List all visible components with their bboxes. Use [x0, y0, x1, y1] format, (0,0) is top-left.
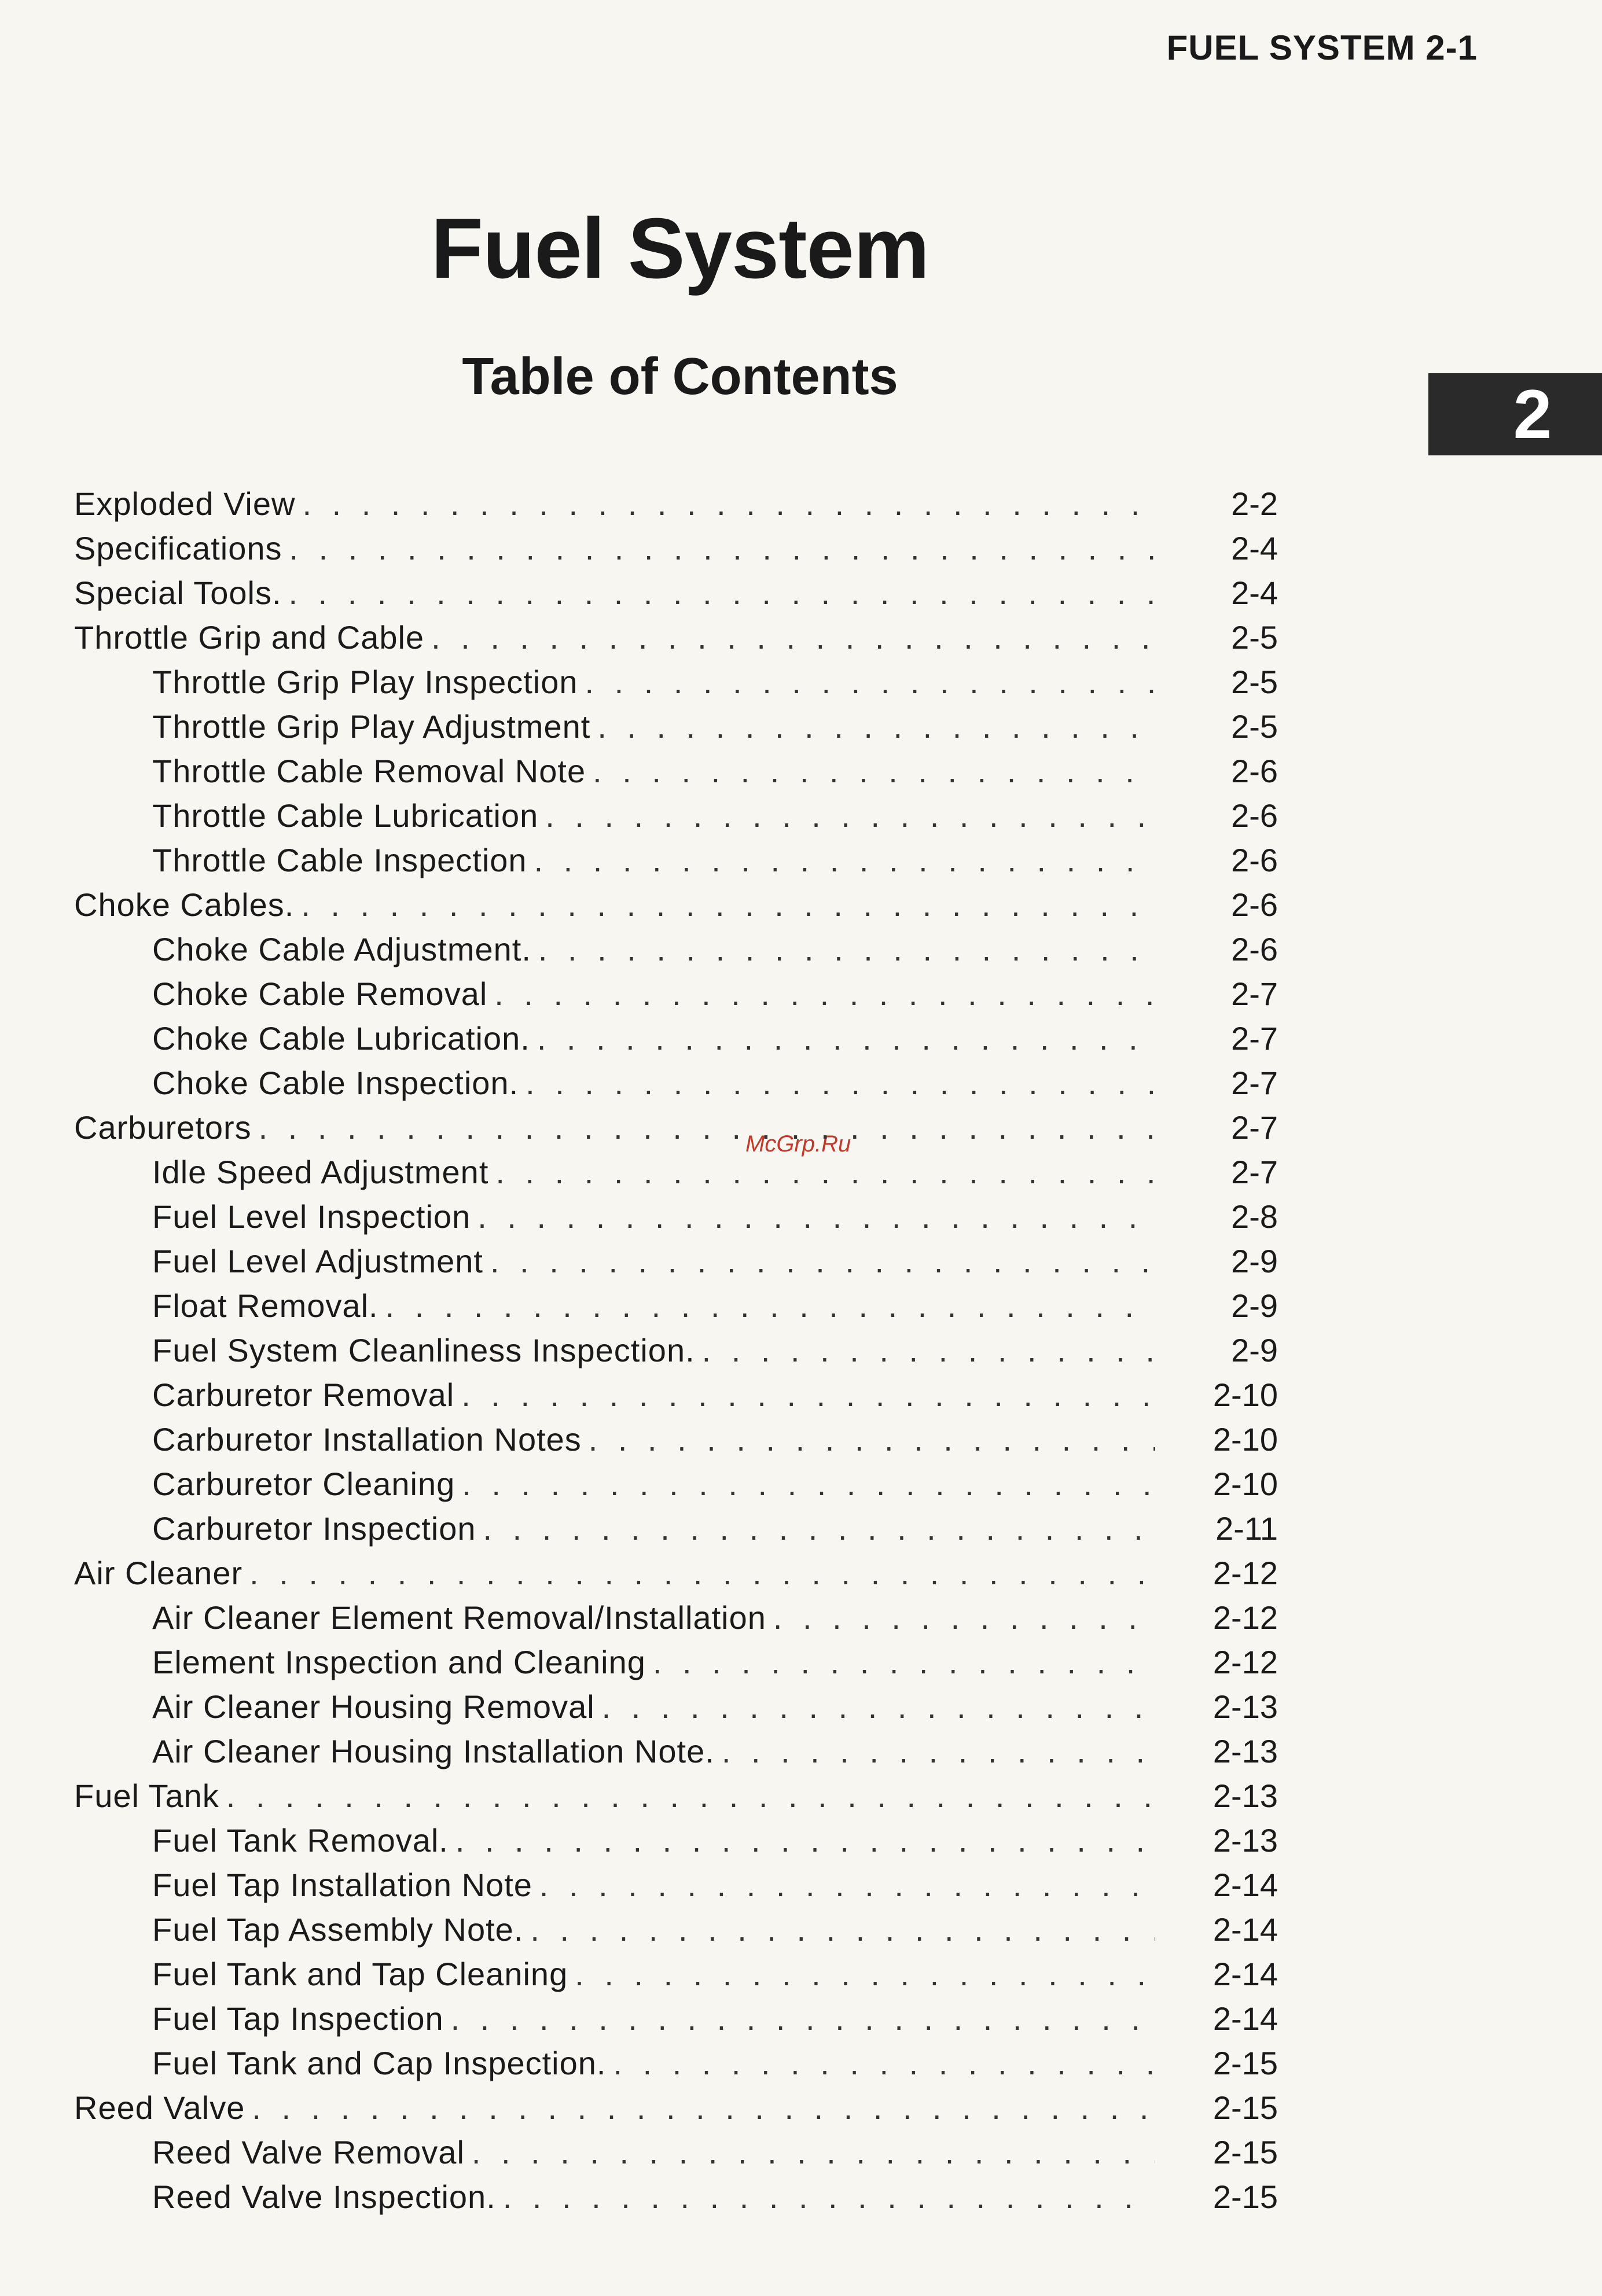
toc-entry-label: Throttle Grip Play Inspection: [152, 664, 578, 700]
dot-leader: [226, 1777, 1155, 1815]
toc-entry-label: Float Removal.: [152, 1287, 379, 1324]
toc-entry-page: 2-6: [1231, 842, 1278, 878]
toc-entry-page: 2-13: [1212, 1822, 1278, 1859]
dot-leader: [462, 1465, 1155, 1503]
toc-entry-page: 2-7: [1231, 1154, 1278, 1190]
toc-entry-page: 2-7: [1231, 1020, 1278, 1057]
dot-leader: [534, 841, 1155, 879]
dot-leader: [483, 1510, 1155, 1547]
toc-entry-page: 2-14: [1212, 2000, 1278, 2037]
toc-subentry[interactable]: [74, 1242, 1278, 1287]
dot-leader: [602, 1688, 1155, 1725]
toc-entry-label: Throttle Cable Lubrication: [152, 797, 539, 834]
toc-entry-page: 2-14: [1212, 1911, 1278, 1948]
toc-subentry[interactable]: [74, 1198, 1278, 1242]
dot-leader: [589, 1421, 1155, 1458]
watermark: McGrp.Ru: [745, 1131, 851, 1157]
dot-leader: [302, 485, 1155, 523]
toc-entry-label: Choke Cable Lubrication.: [152, 1020, 530, 1057]
toc-entry-label: Carburetors: [74, 1109, 252, 1146]
toc-subentry[interactable]: [74, 1510, 1278, 1554]
toc-entry-label: Choke Cables.: [74, 886, 295, 923]
dot-leader: [455, 1822, 1155, 1859]
toc-entry-page: 2-12: [1212, 1555, 1278, 1591]
toc-entry-label: Fuel Tank: [74, 1778, 219, 1814]
dot-leader: [593, 752, 1155, 790]
toc-entry-label: Air Cleaner Element Removal/Installation: [152, 1599, 766, 1636]
toc-entry-label: Fuel Tank and Tap Cleaning: [152, 1956, 568, 1992]
toc-entry-page: 2-4: [1231, 575, 1278, 611]
toc-subentry[interactable]: [74, 1376, 1278, 1421]
toc-subentry[interactable]: [74, 1421, 1278, 1465]
toc-entry-label: Reed Valve: [74, 2089, 245, 2126]
toc-entry-label: Throttle Grip Play Adjustment: [152, 708, 591, 745]
dot-leader: [431, 619, 1155, 656]
dot-leader: [289, 529, 1155, 567]
toc-entry-label: Air Cleaner: [74, 1555, 243, 1591]
toc-entry-label: Fuel System Cleanliness Inspection.: [152, 1332, 695, 1368]
toc-subentry[interactable]: [74, 1822, 1278, 1866]
page-subtitle: Table of Contents: [462, 348, 898, 406]
toc-entry-page: 2-6: [1231, 753, 1278, 789]
dot-leader: [526, 1064, 1155, 1102]
toc-subentry[interactable]: [74, 1688, 1278, 1732]
dot-leader: [252, 2089, 1155, 2126]
toc-entry-label: Fuel Tap Installation Note: [152, 1867, 532, 1903]
toc-entry-page: 2-15: [1212, 2045, 1278, 2081]
dot-leader: [530, 1911, 1155, 1948]
toc-subentry[interactable]: [74, 797, 1278, 841]
toc-entry-page: 2-14: [1212, 1867, 1278, 1903]
toc-subentry[interactable]: [74, 1287, 1278, 1331]
toc-entry-label: Air Cleaner Housing Installation Note.: [152, 1733, 715, 1769]
dot-leader: [537, 1020, 1155, 1057]
toc-entry-label: Fuel Level Adjustment: [152, 1243, 483, 1279]
toc-subentry[interactable]: [74, 930, 1278, 975]
toc-entry-page: 2-7: [1231, 1065, 1278, 1101]
toc-entry[interactable]: [74, 574, 1278, 619]
toc-subentry[interactable]: [74, 1643, 1278, 1688]
toc-entry-page: 2-6: [1231, 886, 1278, 923]
toc-entry-label: Reed Valve Inspection.: [152, 2179, 496, 2215]
table-of-contents: [74, 485, 1278, 2223]
dot-leader: [259, 1109, 1155, 1146]
toc-entry-label: Exploded View: [74, 485, 296, 522]
toc-entry-label: Choke Cable Adjustment.: [152, 931, 531, 967]
dot-leader: [585, 663, 1155, 701]
toc-entry-page: 2-10: [1212, 1377, 1278, 1413]
toc-entry-label: Fuel Tap Inspection: [152, 2000, 444, 2037]
toc-entry-label: Element Inspection and Cleaning: [152, 1644, 646, 1680]
toc-entry-page: 2-5: [1231, 708, 1278, 745]
toc-entry-page: 2-7: [1231, 1109, 1278, 1146]
toc-subentry[interactable]: [74, 1020, 1278, 1064]
toc-entry[interactable]: [74, 619, 1278, 663]
toc-entry-page: 2-4: [1231, 530, 1278, 566]
toc-subentry[interactable]: [74, 1955, 1278, 2000]
toc-subentry[interactable]: [74, 1911, 1278, 1955]
toc-entry[interactable]: [74, 2089, 1278, 2133]
toc-entry-label: Reed Valve Removal: [152, 2134, 465, 2170]
dot-leader: [702, 1331, 1155, 1369]
toc-subentry[interactable]: [74, 1866, 1278, 1911]
toc-subentry[interactable]: [74, 1732, 1278, 1777]
toc-entry-label: Throttle Cable Inspection: [152, 842, 527, 878]
dot-leader: [597, 708, 1155, 745]
dot-leader: [773, 1599, 1155, 1636]
toc-entry-page: 2-13: [1212, 1778, 1278, 1814]
dot-leader: [385, 1287, 1155, 1324]
toc-entry-label: Throttle Cable Removal Note: [152, 753, 586, 789]
toc-entry-page: 2-2: [1231, 485, 1278, 522]
toc-entry[interactable]: [74, 1109, 1278, 1153]
toc-entry-page: 2-9: [1231, 1287, 1278, 1324]
toc-entry-label: Throttle Grip and Cable: [74, 619, 425, 656]
toc-entry-label: Carburetor Installation Notes: [152, 1421, 582, 1458]
dot-leader: [461, 1376, 1155, 1414]
toc-entry-label: Special Tools.: [74, 575, 282, 611]
toc-subentry[interactable]: [74, 2133, 1278, 2178]
toc-entry-label: Fuel Tank Removal.: [152, 1822, 449, 1859]
dot-leader: [545, 797, 1155, 834]
dot-leader: [503, 2178, 1155, 2216]
toc-subentry[interactable]: [74, 1331, 1278, 1376]
toc-subentry[interactable]: [74, 1153, 1278, 1198]
toc-subentry[interactable]: [74, 841, 1278, 886]
toc-entry-label: Fuel Tap Assembly Note.: [152, 1911, 524, 1948]
dot-leader: [539, 1866, 1155, 1904]
toc-subentry[interactable]: [74, 708, 1278, 752]
toc-entry[interactable]: [74, 1554, 1278, 1599]
toc-entry-page: 2-11: [1215, 1510, 1278, 1547]
running-header: FUEL SYSTEM 2-1: [1166, 28, 1478, 67]
toc-subentry[interactable]: [74, 1465, 1278, 1510]
toc-entry-page: 2-6: [1231, 931, 1278, 967]
toc-entry-page: 2-15: [1212, 2179, 1278, 2215]
toc-subentry[interactable]: [74, 752, 1278, 797]
toc-entry-page: 2-10: [1212, 1421, 1278, 1458]
dot-leader: [289, 574, 1155, 612]
toc-entry-page: 2-6: [1231, 797, 1278, 834]
toc-entry-page: 2-13: [1212, 1733, 1278, 1769]
toc-entry-page: 2-14: [1212, 1956, 1278, 1992]
toc-entry-page: 2-5: [1231, 664, 1278, 700]
toc-entry-page: 2-12: [1212, 1599, 1278, 1636]
dot-leader: [490, 1242, 1155, 1280]
toc-entry-page: 2-10: [1212, 1466, 1278, 1502]
toc-entry-label: Specifications: [74, 530, 282, 566]
toc-entry-page: 2-5: [1231, 619, 1278, 656]
toc-entry-label: Fuel Tank and Cap Inspection.: [152, 2045, 607, 2081]
page-title: Fuel System: [431, 201, 929, 296]
toc-subentry[interactable]: [74, 1599, 1278, 1643]
toc-entry[interactable]: [74, 1777, 1278, 1822]
dot-leader: [575, 1955, 1155, 1993]
toc-subentry[interactable]: [74, 1064, 1278, 1109]
dot-leader: [494, 975, 1155, 1013]
dot-leader: [653, 1643, 1155, 1681]
toc-entry-label: Choke Cable Removal: [152, 976, 488, 1012]
toc-entry[interactable]: [74, 886, 1278, 930]
toc-entry-label: Carburetor Cleaning: [152, 1466, 455, 1502]
toc-subentry[interactable]: [74, 2044, 1278, 2089]
dot-leader: [451, 2000, 1155, 2037]
toc-entry-page: 2-13: [1212, 1688, 1278, 1725]
chapter-tab: 2: [1428, 373, 1602, 455]
toc-subentry[interactable]: [74, 663, 1278, 708]
toc-entry-page: 2-15: [1212, 2134, 1278, 2170]
toc-entry-page: 2-9: [1231, 1243, 1278, 1279]
toc-entry-page: 2-9: [1231, 1332, 1278, 1368]
toc-entry-page: 2-12: [1212, 1644, 1278, 1680]
toc-entry[interactable]: [74, 485, 1278, 529]
dot-leader: [495, 1153, 1155, 1191]
toc-entry-label: Idle Speed Adjustment: [152, 1154, 489, 1190]
toc-subentry[interactable]: [74, 975, 1278, 1020]
toc-entry-label: Carburetor Removal: [152, 1377, 455, 1413]
toc-entry-page: 2-8: [1231, 1198, 1278, 1235]
toc-entry-label: Choke Cable Inspection.: [152, 1065, 519, 1101]
dot-leader: [613, 2044, 1155, 2082]
toc-entry[interactable]: [74, 529, 1278, 574]
dot-leader: [249, 1554, 1155, 1592]
toc-entry-label: Carburetor Inspection: [152, 1510, 476, 1547]
toc-subentry[interactable]: [74, 2000, 1278, 2044]
dot-leader: [477, 1198, 1155, 1235]
toc-entry-label: Fuel Level Inspection: [152, 1198, 471, 1235]
toc-subentry[interactable]: [74, 2178, 1278, 2223]
toc-entry-page: 2-7: [1231, 976, 1278, 1012]
dot-leader: [538, 930, 1155, 968]
dot-leader: [301, 886, 1155, 923]
toc-entry-label: Air Cleaner Housing Removal: [152, 1688, 595, 1725]
dot-leader: [472, 2133, 1155, 2171]
toc-entry-page: 2-15: [1212, 2089, 1278, 2126]
dot-leader: [722, 1732, 1155, 1770]
